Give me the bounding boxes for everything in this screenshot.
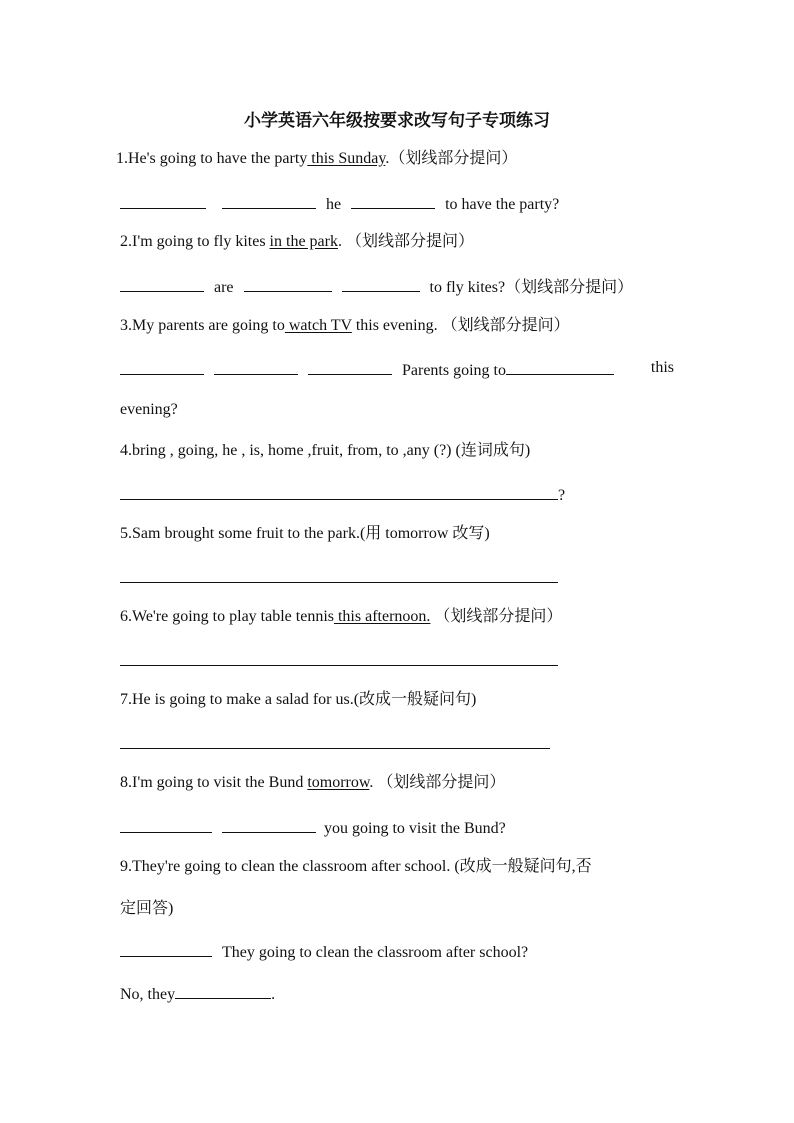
q6-text: 6.We're going to play table tennis bbox=[120, 608, 334, 625]
answer-blank[interactable] bbox=[308, 358, 392, 375]
answer-word: this bbox=[650, 359, 674, 376]
answer-blank[interactable] bbox=[120, 483, 558, 500]
answer-blank[interactable] bbox=[351, 192, 435, 209]
answer-blank[interactable] bbox=[222, 816, 316, 833]
q2-underlined: in the park bbox=[269, 233, 338, 250]
q1-underlined: this Sunday bbox=[307, 150, 386, 167]
answer-blank[interactable] bbox=[214, 358, 298, 375]
answer-word: No, they bbox=[120, 986, 176, 1003]
answer-9-short bbox=[120, 982, 275, 1005]
answer-blank[interactable] bbox=[342, 275, 420, 292]
q3-instruction: this evening. （划线部分提问） bbox=[351, 317, 570, 334]
q1-text: 1.He's going to have the party bbox=[116, 150, 308, 167]
answer-9 bbox=[120, 940, 528, 963]
answer-word: he bbox=[326, 196, 342, 213]
q1-instruction: .（划线部分提问） bbox=[385, 150, 518, 167]
answer-blank[interactable] bbox=[120, 732, 550, 749]
answer-1 bbox=[120, 192, 559, 215]
question-2 bbox=[120, 232, 474, 252]
answer-word: are bbox=[214, 279, 234, 296]
q8-instruction: . （划线部分提问） bbox=[369, 774, 506, 791]
question-3 bbox=[120, 316, 570, 336]
q2-text: 2.I'm going to fly kites bbox=[120, 233, 270, 250]
q8-underlined: tomorrow bbox=[307, 774, 370, 791]
answer-7 bbox=[120, 732, 550, 755]
answer-blank[interactable] bbox=[120, 275, 204, 292]
question-5: 5.Sam brought some fruit to the park.(用 tomorrow 改写) bbox=[120, 525, 490, 542]
question-1 bbox=[116, 149, 517, 169]
answer-blank[interactable] bbox=[120, 940, 212, 957]
answer-word: They going to clean the classroom after school? bbox=[222, 944, 529, 961]
answer-end-mark: . bbox=[271, 986, 276, 1003]
question-9-continued: 定回答) bbox=[120, 900, 174, 917]
answer-2 bbox=[120, 275, 633, 298]
answer-3 bbox=[120, 358, 674, 381]
question-9: 9.They're going to clean the classroom after school. (改成一般疑问句,否 bbox=[120, 858, 592, 875]
answer-6 bbox=[120, 649, 558, 672]
answer-blank[interactable] bbox=[120, 358, 204, 375]
q3-text: 3.My parents are going to bbox=[120, 317, 285, 334]
answer-end-mark: ? bbox=[558, 487, 566, 504]
answer-4 bbox=[120, 483, 565, 506]
answer-word: Parents going to bbox=[402, 362, 506, 379]
answer-3-continued: evening? bbox=[120, 401, 178, 418]
answer-5 bbox=[120, 566, 558, 589]
answer-blank[interactable] bbox=[120, 816, 212, 833]
q2-instruction: . （划线部分提问） bbox=[337, 233, 474, 250]
question-7: 7.He is going to make a salad for us.(改成一般疑问句) bbox=[120, 691, 477, 708]
answer-blank[interactable] bbox=[222, 192, 316, 209]
question-8 bbox=[120, 773, 505, 793]
answer-blank[interactable] bbox=[175, 982, 271, 999]
answer-blank[interactable] bbox=[120, 649, 558, 666]
answer-blank[interactable] bbox=[506, 358, 614, 375]
q3-underlined: watch TV bbox=[284, 317, 352, 334]
answer-word: to fly kites?（划线部分提问） bbox=[429, 279, 634, 296]
page-title: 小学英语六年级按要求改写句子专项练习 bbox=[244, 111, 550, 130]
answer-8 bbox=[120, 816, 506, 839]
answer-blank[interactable] bbox=[120, 566, 558, 583]
answer-blank[interactable] bbox=[120, 192, 206, 209]
answer-blank[interactable] bbox=[244, 275, 332, 292]
answer-word: to have the party? bbox=[445, 196, 560, 213]
question-4: 4.bring , going, he , is, home ,fruit, from, to ,any (?) (连词成句) bbox=[120, 442, 531, 459]
q6-instruction: （划线部分提问） bbox=[430, 608, 563, 625]
answer-word: you going to visit the Bund? bbox=[324, 820, 506, 837]
question-6 bbox=[120, 607, 562, 627]
q8-text: 8.I'm going to visit the Bund bbox=[120, 774, 308, 791]
q6-underlined: this afternoon. bbox=[333, 608, 431, 625]
